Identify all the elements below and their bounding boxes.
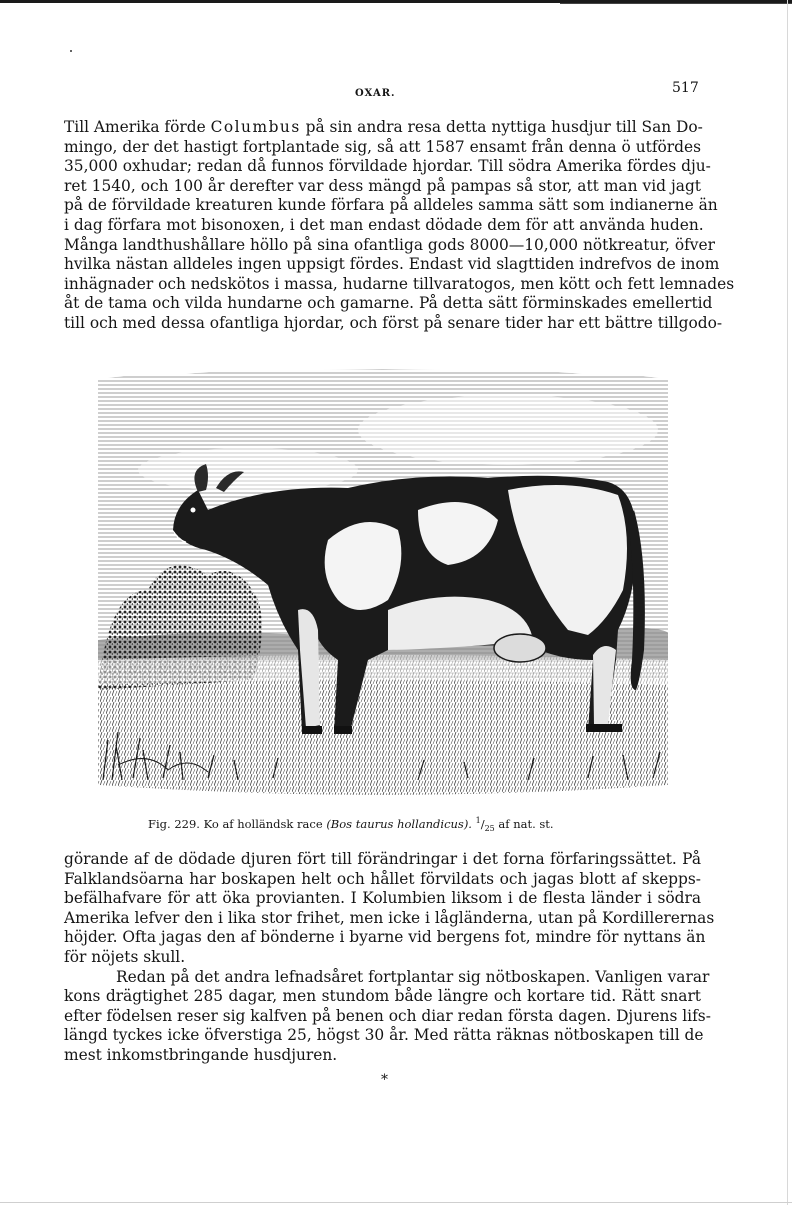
top-paragraph [64, 118, 735, 334]
text-line: mingo, der det hastigt fortplantade sig, så att 1587 ensamt från denna ö utfördes [64, 137, 701, 156]
page-number: 517 [672, 80, 699, 96]
text-line: i dag förfara mot bisonoxen, i det man endast dödade dem för att använda huden. [64, 215, 704, 234]
text-line: efter födelsen reser sig kalfven på benen och diar redan första dagen. Djurens lifs- [64, 1006, 711, 1025]
text-line: hvilka nästan alldeles ingen uppsigt fördes. Endast vid slagttiden indrefvos de inom [64, 255, 720, 274]
caption-latin-name: (Bos taurus hollandicus). [326, 816, 472, 831]
cow-eye [191, 508, 196, 513]
text-line: 35,000 oxhudar; redan då funnos förvildade hjordar. Till södra Amerika fördes dju- [64, 157, 711, 176]
name-columbus: Columbus [210, 118, 301, 136]
cloud [358, 395, 658, 465]
cow-engraving [88, 360, 678, 810]
scale-denominator: 25 [484, 824, 495, 834]
cow-hoof [302, 726, 322, 734]
scan-edge-bottom [0, 1202, 792, 1203]
text-line: åt de tama och vilda hundarne och gamarne. På detta sätt förminskades emellertid [64, 294, 713, 313]
caption-suffix: af nat. st. [494, 816, 554, 831]
scan-edge-top-secondary [560, 3, 792, 4]
text-line: kons drägtighet 285 dagar, men stundom både längre och kortare tid. Rätt snart [64, 987, 701, 1006]
scale-numerator: 1 [475, 816, 481, 825]
text-line: Amerika lefver den i lika stor frihet, men icke i lågländerna, utan på Kordillerernas [64, 908, 715, 927]
cow-illustration [88, 360, 678, 810]
text-line: för nöjets skull. [64, 947, 186, 966]
text-line: inhägnader och nedskötos i massa, hudarne tillvaratogos, men kött och fett lemnades [64, 274, 735, 293]
section-asterisk: * [381, 1072, 388, 1088]
text-line: Till Amerika förde Columbus på sin andra resa detta nyttiga husdjur till San Do- [64, 118, 703, 136]
running-head: OXAR. [355, 88, 396, 99]
text-line: görande af de dödade djuren fört till förändringar i det forna förfaringssättet. På [64, 850, 701, 868]
text-line: Redan på det andra lefnadsåret fortplantar sig nötboskapen. Vanligen varar [116, 967, 710, 986]
text-line: ret 1540, och 100 år derefter var dess mängd på pampas så stor, att man vid jagt [64, 176, 701, 195]
bottom-paragraphs [64, 850, 715, 1066]
text-line: Många landthushållare höllo på sina ofantliga gods 8000—10,000 nötkreatur, öfver [64, 235, 715, 254]
cow-udder [494, 634, 546, 662]
text-line: på de förvildade kreaturen kunde förfara på alldeles samma sätt som indianerne än [64, 196, 718, 215]
cloud [138, 448, 358, 492]
cow-hoof [586, 724, 606, 732]
cow-hoof [334, 726, 352, 734]
scan-speck [70, 50, 72, 52]
text-line: mest inkomstbringande husdjuren. [64, 1045, 338, 1064]
cow-hoof [606, 724, 622, 732]
text-line: Falklandsöarna har boskapen helt och hållet förvildats och jagas blott af skepps- [64, 869, 701, 888]
text-line: höjder. Ofta jagas den af bönderne i byarne vid bergens fot, mindre för nyttans än [64, 928, 706, 947]
text-line: befälhafvare för att öka provianten. I Kolumbien liksom i de flesta länder i södra [64, 889, 701, 908]
text-line: till och med dessa ofantliga hjordar, och först på senare tider har ett bättre tillgodo- [64, 313, 723, 332]
text-line: längd tyckes icke öfverstiga 25, högst 30 år. Med rätta räknas nötboskapen till de [64, 1026, 704, 1045]
caption-text: Fig. 229. Ko af holländsk race [148, 816, 327, 831]
figure-caption: Fig. 229. Ko af holländsk race (Bos taurus hollandicus). $^1/_{25}$ af nat. st. [148, 816, 554, 834]
scan-edge-right [787, 0, 788, 1205]
